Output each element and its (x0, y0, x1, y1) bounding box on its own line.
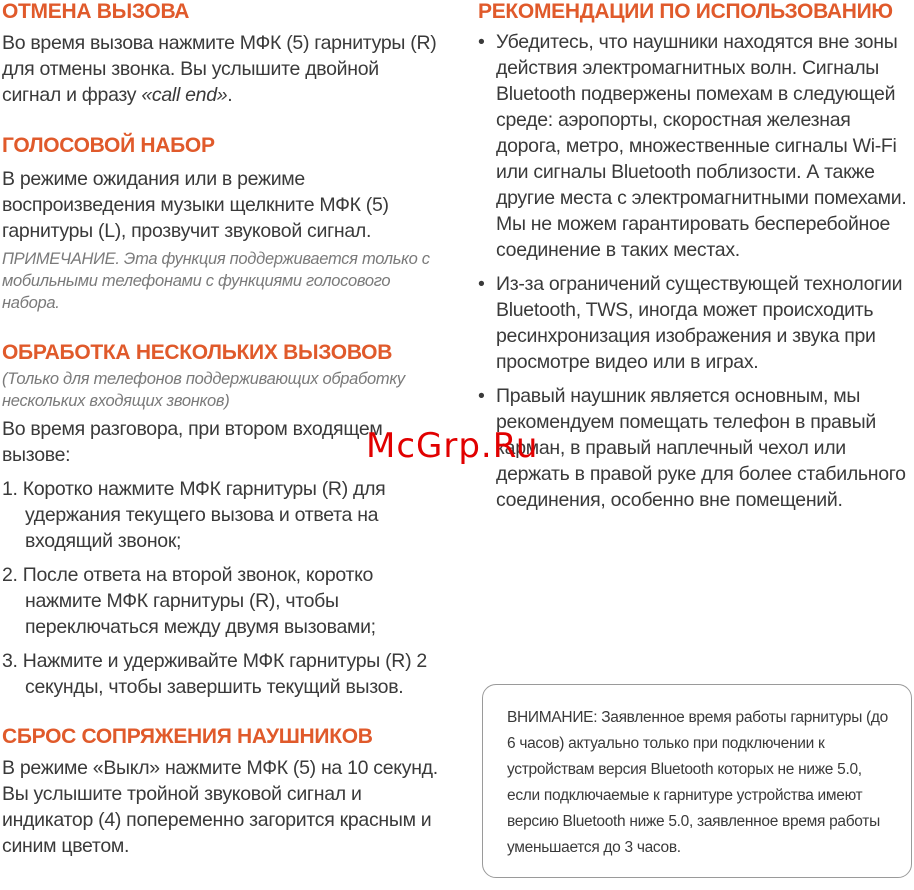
cancel-call-heading: ОТМЕНА ВЫЗОВА (2, 0, 190, 23)
bullet-icon: • (478, 273, 485, 295)
reset-text: В режиме «Выкл» нажмите МФК (5) на 10 секунд. Вы услышите тройной звуковой сигнал и индикатор (4) попеременно загорится красным и синим цветом. (2, 757, 438, 857)
warning-text: ВНИМАНИЕ: Заявленное время работы гарнитуры (до 6 часов) актуально только при подключении к устройствам версия Bluetooth которых не ниже 5.0, если подключаемые к гарнитуре устройства имеют версию Bluetooth ниже 5.0, заявленное время работы уменьшается до 3 часов. (507, 709, 888, 856)
multi-call-step: 2. После ответа на второй звонок, коротко нажмите МФК гарнитуры (R), чтобы переключаться между двумя вызовами; (2, 564, 376, 638)
voice-dial-heading: ГОЛОСОВОЙ НАБОР (2, 134, 215, 157)
cancel-call-text: Во время вызова нажмите МФК (5) гарнитуры (R) для отмены звонка. Вы услышите двойной сигнал и фразу «call end». (2, 32, 437, 106)
recommendation-item: • Убедитесь, что наушники находятся вне зоны действия электромагнитных волн. Сигналы Bluetooth подвержены помехам в следующей среде: аэропорты, скоростная железная дорога, метро, множественные сигналы Wi-Fi или сигналы Bluetooth поблизости. А также другие места с электромагнитными помехами. Мы не можем гарантировать бесперебойное соединение в таких местах. (478, 31, 907, 261)
right-column (478, 0, 914, 513)
cancel-call-section (2, 0, 442, 108)
reset-section (2, 724, 442, 859)
multi-call-section (2, 340, 442, 700)
watermark: McGrp.Ru (366, 426, 539, 466)
multi-call-note: (Только для телефонов поддерживающих обработку нескольких входящих звонков) (2, 370, 405, 410)
reset-heading: СБРОС СОПРЯЖЕНИЯ НАУШНИКОВ (2, 725, 373, 748)
multi-call-step: 3. Нажмите и удерживайте МФК гарнитуры (R) 2 секунды, чтобы завершить текущий вызов. (2, 650, 427, 698)
multi-call-heading: ОБРАБОТКА НЕСКОЛЬКИХ ВЫЗОВОВ (2, 341, 393, 364)
multi-call-intro: Во время разговора, при втором входящем вызове: (2, 418, 383, 466)
recommendation-item: • Правый наушник является основным, мы рекомендуем помещать телефон в правый карман, в правый наплечный чехол или держать в правой руке для более стабильного соединения, особенно вне помещений. (478, 385, 906, 511)
recommendation-item: • Из-за ограничений существующей технологии Bluetooth, TWS, иногда может происходить ресинхронизация изображения и звука при просмотре видео или в играх. (478, 273, 903, 373)
recommendations-heading: РЕКОМЕНДАЦИИ ПО ИСПОЛЬЗОВАНИЮ (478, 0, 893, 23)
voice-dial-section (2, 133, 442, 314)
bullet-icon: • (478, 385, 485, 407)
voice-dial-note: ПРИМЕЧАНИЕ. Эта функция поддерживается только с мобильными телефонами с функциями голосового набора. (2, 250, 430, 312)
multi-call-step: 1. Коротко нажмите МФК гарнитуры (R) для удержания текущего вызова и ответа на входящий звонок; (2, 478, 386, 552)
bullet-icon: • (478, 31, 485, 53)
warning-box (482, 684, 912, 878)
voice-dial-text: В режиме ожидания или в режиме воспроизведения музыки щелкните МФК (5) гарнитуры (L), прозвучит звуковой сигнал. (2, 168, 389, 242)
